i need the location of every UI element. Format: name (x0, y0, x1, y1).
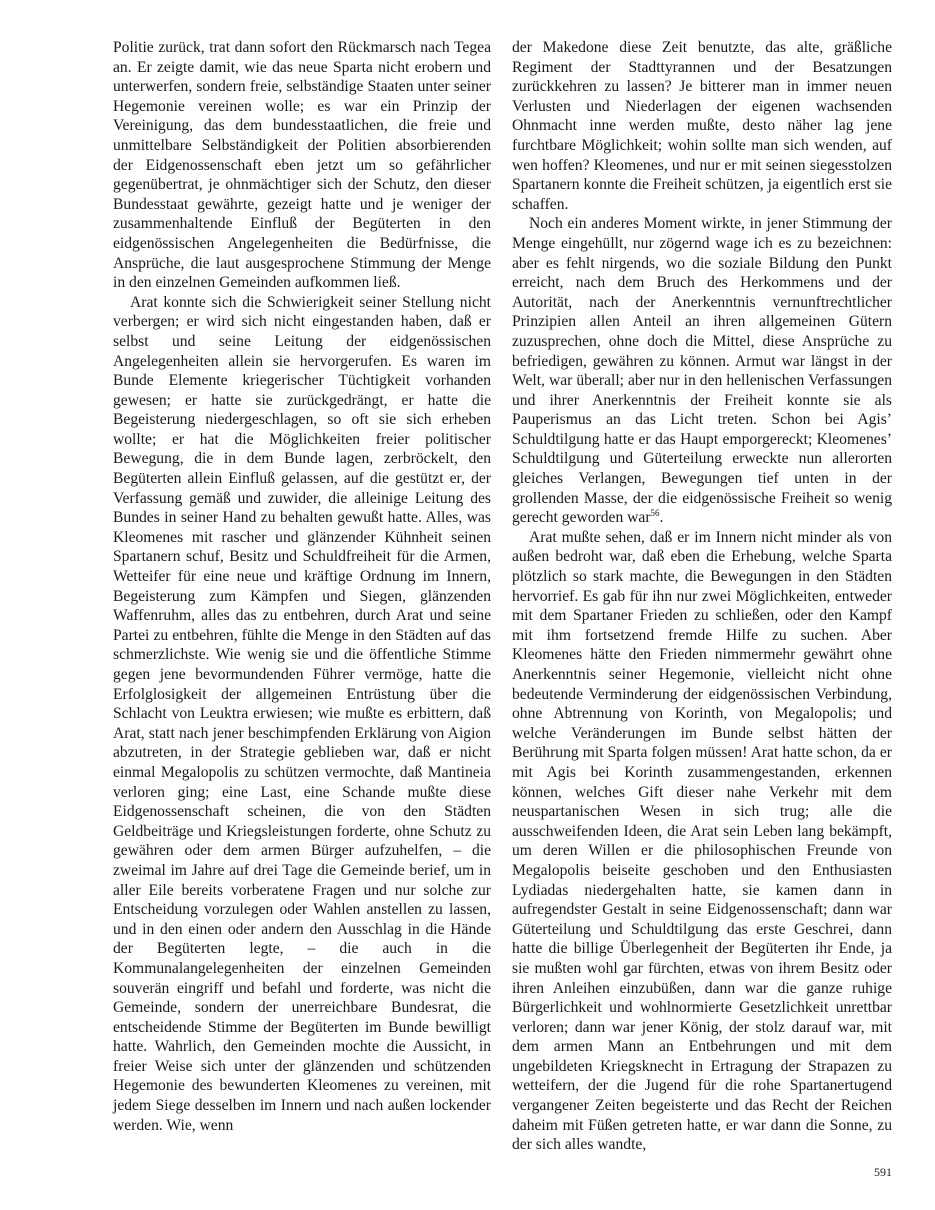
right-paragraph-1 (512, 38, 892, 214)
right-paragraph-3 (512, 528, 892, 1155)
footnote-marker: 56 (650, 508, 660, 519)
left-paragraph-2: Arat konnte sich die Schwierigkeit seiner Stellung nicht verbergen; er wird sich nicht eingestanden haben, daß er selbst und seine Leitung der eidgenössischen Angelegenheiten allein sie hervorgerufen. Es waren im Bunde Elemente kriegerischer Tüchtigkeit vorhanden gewesen; er hatte sie zurückgedrängt, er hatte die Begeisterung niedergeschlagen, so oft sie sich erheben wollte; er hat die Möglichkeiten freier politischer Bewegung, die in dem Bunde lagen, zerbröckelt, den Begüterten allein Einfluß gelassen, auf die gestützt er, der Verfassung gemäß und zuwider, die alleinige Leitung des Bundes in seiner Hand zu behalten gewußt hatte. Alles, was Kleomenes mit rascher und glänzender Kühnheit seinen Spartanern schuf, Besitz und Schuldfreiheit für die Armen, Wetteifer für eine neue und kräftige Ordnung im Innern, Begeisterung zum Kämpfen und Siegen, glänzenden Waffenruhm, alles das zu entbehren, durch Arat und seine Partei zu entbehren, fühlte die Menge in den Städten auf das schmerzlichste. Wie wenig sie und die öffentliche Stimme gegen jene bevormundenden Führer vermöge, hatte die Erfolglosigkeit der allgemeinen Entrüstung über die Schlacht von Leuktra erwiesen; wie mußte es erbittern, daß Arat, statt nach jener beschimpfenden Erklärung von Aigion abzutreten, in der Strategie geblieben war, daß er nicht einmal Megalopolis zu schützen vermochte, daß Mantineia verloren ging; eine Last, eine Schande mußte diese Eidgenossenschaft scheinen, die von den Städten Geldbeiträge und Kriegsleistungen forderte, ohne Schutz zu gewähren oder dem armen Bürger aufzuhelfen, – die zweimal im Jahre auf drei Tage die Gemeinde berief, um in aller Eile bereits vorberatene Fragen und nur solche zur Entscheidung vorzulegen oder Wahlen anstellen zu lassen, und in den einen oder andern den Ausschlag in die Hände der Begüterten legte, – die auch in die Kommunalangelegenheiten der einzelnen Gemeinden souverän eingriff und befahl und forderte, was nicht die Gemeinde, sondern der unerreichbare Bundesrat, die entscheidende Stimme der Begüterten im Bunde bewilligt hatte. Wahrlich, den Gemeinden mochte die Aussicht, in freier Weise sich unter der glänzenden und schützenden Hegemonie des bewunderten Kleomenes zu vereinen, mit jedem Siege desselben im Innern und nach außen lockender werden. Wie, wenn (113, 293, 491, 1134)
right-paragraph-1-text: der Makedone diese Zeit benutzte, das alte, gräßliche Regiment der Stadttyrannen und der Besatzungen zurückkehren zu lassen? Je bitterer man in immer neuen Verlusten und Niederlagen der eigenen wachsenden Ohnmacht inne werden mußte, desto näher lag jene furchtbare Möglichkeit; wohin sollte man sich wenden, auf wen hoffen? Kleomenes, und nur er mit seinen siegesstolzen Spartanern konnte die Freiheit schützen, ja eigentlich erst sie schaffen. (512, 39, 892, 213)
page-number: 591 (874, 1165, 892, 1179)
left-paragraph-1: Politie zurück, trat dann sofort den Rückmarsch nach Tegea an. Er zeigte damit, wie das neue Sparta nicht erobern und unterwerfen, sondern freie, selbständige Staaten unter seiner Hegemonie vereinen wolle; es war ein Prinzip der Vereinigung, das dem bundesstaatlichen, die freie und unmittelbare Selbständigkeit der Politien absorbierenden der Eidgenossenschaft eben jetzt um so gefährlicher gegenübertrat, je ohnmächtiger sich der Schutz, den dieser Bundesstaat gewährte, gezeigt hatte und je weniger der zusammenhaltende Einfluß der Begüterten in den eidgenössischen Angelegenheiten die Bedürfnisse, die Ansprüche, die laut ausgesprochene Stimmung der Menge in den einzelnen Gemeinden aufkommen ließ. (113, 39, 491, 292)
left-text-column (113, 38, 491, 1135)
right-text-column (512, 38, 892, 1155)
right-paragraph-2-text: Noch ein anderes Moment wirkte, in jener Stimmung der Menge eingehüllt, nur zögernd wage ich es zu bezeichnen: aber es fehlt nirgends, wo die soziale Bildung den Punkt erreicht, nach dem Bruch des Herkommens und der Autorität, nach der Anerkenntnis vernunftrechtlicher Prinzipien allen Anteil an ihren allgemeinen Gütern zuzusprechen, ohne doch die Mittel, diese Ansprüche zu befriedigen, gewähren zu können. Armut war längst in der Welt, war überall; aber nur in den hellenischen Verfassungen und ihrer Anerkenntnis der Freiheit konnte sie als Pauperismus an das Licht treten. Schon bei Agis’ Schuldtilgung hatte er das Haupt emporgereckt; Kleomenes’ Schuldtilgung und Güterteilung erweckte nun allerorten gleiches Verlangen, Bewegungen tief unten in der grollenden Masse, der die eidgenössische Freiheit so wenig gerecht geworden war (512, 215, 892, 527)
right-paragraph-2: Noch ein anderes Moment wirkte, in jener Stimmung der Menge eingehüllt, nur zögernd wage ich es zu bezeichnen: aber es fehlt nirgends, wo die soziale Bildung den Punkt erreicht, nach dem Bruch des Herkommens und der Autorität, nach der Anerkenntnis vernunftrechtlicher Prinzipien allen Anteil an ihren allgemeinen Gütern zuzusprechen, ohne doch die Mittel, diese Ansprüche zu befriedigen, gewähren zu können. Armut war längst in der Welt, war überall; aber nur in den hellenischen Verfassungen und ihrer Anerkenntnis der Freiheit konnte sie als Pauperismus an das Licht treten. Schon bei Agis’ Schuldtilgung hatte er das Haupt emporgereckt; Kleomenes’ Schuldtilgung und Güterteilung erweckte nun allerorten gleiches Verlangen, Bewegungen tief unten in der grollenden Masse, der die eidgenössische Freiheit so wenig gerecht geworden war$^{56}$. (512, 215, 892, 527)
right-paragraph-3-text: Arat mußte sehen, daß er im Innern nicht minder als von außen bedroht war, daß eben die Erhebung, welche Sparta plötzlich so stark machte, die Bewegungen in den Städten hervorrief. Es gab für ihn nur zwei Möglichkeiten, entweder mit dem Spartaner Frieden zu schließen, oder den Kampf mit ihm fortsetzend fremde Hilfe zu suchen. Aber Kleomenes hätte den Frieden nimmermehr gewährt ohne Anerkenntnis seiner Hegemonie, vielleicht nicht ohne bedeutende Verminderung der eidgenössischen Verbindung, ohne Abtrennung von Korinth, von Megalopolis; und welche Veränderungen im Bunde selbst hätten der Berührung mit Sparta folgen müssen! Arat hatte schon, da er mit Agis bei Korinth zusammengestanden, erkennen können, welches Gift dieser nahe Verkehr mit dem neuspartanischen Wesen in sich trug; alle die ausschweifenden Ideen, die Arat sein Leben lang bekämpft, um deren Willen er die philosophischen Freunde von Megalopolis beiseite geschoben und den Enthusiasten Lydiadas niedergehalten hatte, sie kamen dann in aufregendster Gestalt in seine Eidgenossenschaft; dann war Güterteilung und Schuldtilgung das erste Geschrei, dann hatte die billige Überlegenheit der Begüterten ihr Ende, ja sie mußten wohl gar fürchten, etwas von ihrem Besitz oder ihren Anleihen einzubüßen, dann war die ganze ruhige Bürgerlichkeit und wohlnormierte Gesetzlichkeit unrettbar verloren; dann war jener König, der stolz darauf war, mit dem armen Mann an Entbehrungen und mit dem ungebildeten Kriegsknecht in Ertragung der Strapazen zu wetteifern, der die Jugend für die rohe Spartanertugend vergangener Zeiten begeisterte und das Recht der Reichen daheim mit Füßen getreten hatte, er war dann die Sonne, zu der sich alles wandte, (512, 528, 892, 1154)
